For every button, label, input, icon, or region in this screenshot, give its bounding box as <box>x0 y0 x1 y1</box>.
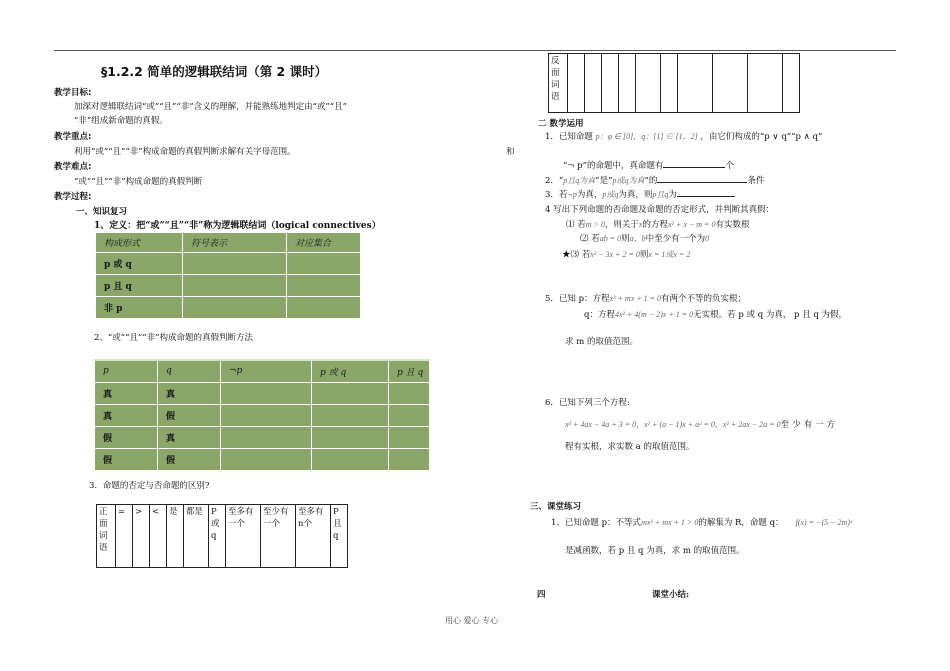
truth-cell <box>312 382 389 404</box>
q1-text-b: ，由它们构成的“p ∨ q”“p ∧ q” <box>700 132 823 142</box>
q4-2-text-a: ⑵ 若 <box>580 234 600 244</box>
q1-line1 <box>545 130 822 142</box>
p1-text-a: 1、已知命题 p：不等式 <box>551 518 642 528</box>
q4-1-text-d: 有实数根 <box>715 220 750 230</box>
truth-cell <box>221 404 312 426</box>
summary-number: 四 <box>537 590 546 600</box>
q3-math1: ¬p <box>567 190 577 199</box>
q2-tail: 条件 <box>747 176 765 186</box>
difficulty-text: “或”“且”“非”构成命题的真假判断 <box>74 177 203 187</box>
word-table-right <box>548 53 800 113</box>
q2-line <box>545 174 764 186</box>
q5-text-a: 5．已知 p：方程 <box>545 294 610 304</box>
practice-line2: 是减函数，若 p 且 q 为真，求 m 的取值范围。 <box>565 546 745 556</box>
q4-2-text-c: 中至少有一个为 <box>645 234 706 244</box>
q4-1-math2: x <box>638 220 643 229</box>
q6-line1: 6．已知下列三个方程: <box>545 398 630 408</box>
q4-3-math2: x = 1或x = 2 <box>648 250 691 259</box>
truth-header-and: p 且 q <box>389 360 430 382</box>
q3-line <box>545 188 735 200</box>
truth-cell <box>312 448 389 470</box>
q5-math2: 4x² + 4(m − 2)x + 1 = 0 <box>614 310 694 319</box>
def-cell <box>287 297 361 319</box>
process-heading: 教学过程: <box>54 192 92 202</box>
q4-item2 <box>580 232 709 244</box>
truth-title: 2、“或”“且”“非”构成命题的真假判断方法 <box>94 333 253 343</box>
truth-cell <box>389 448 430 470</box>
difficulty-heading: 教学难点: <box>54 162 92 172</box>
truth-header-notp: ¬p <box>221 360 312 382</box>
p1-math1: mx² + mx + 1 > 0 <box>641 518 699 527</box>
word-cell <box>602 54 619 113</box>
truth-cell <box>221 448 312 470</box>
page-title: §1.2.2 简单的逻辑联结词（第 2 课时） <box>101 64 328 79</box>
q2-math2: p或q为真 <box>612 176 645 185</box>
word-table-left <box>96 504 348 568</box>
q5-math1: x² + mx + 1 = 0 <box>609 294 662 303</box>
def-cell <box>287 253 361 275</box>
q4-3-text-a: ★⑶ 若 <box>562 250 591 260</box>
q3-math3: p且q <box>652 190 669 199</box>
truth-header-or: p 或 q <box>312 360 389 382</box>
word-cell: 是 <box>167 505 184 568</box>
definition-line: 1、定义：把“或”“且”“非”称为逻辑联结词（logical connectives） <box>94 221 381 231</box>
word-cell <box>636 54 661 113</box>
word-cell: 都是 <box>184 505 209 568</box>
q2-text-b: ”是“ <box>595 176 613 186</box>
goal-heading: 教学目标: <box>54 88 92 98</box>
q6-text-b: 至少有一方 <box>780 420 839 430</box>
q5-line1 <box>545 292 746 304</box>
q2-text-a: 2．“ <box>545 176 564 186</box>
word-cell: 至多有n个 <box>296 505 331 568</box>
q1-blank <box>663 159 725 168</box>
q4-2-math2: a、b <box>629 234 646 243</box>
q1-line2 <box>563 159 734 171</box>
def-cell <box>183 275 287 297</box>
truth-cell <box>389 404 430 426</box>
q2-math1: p且q为真 <box>563 176 596 185</box>
word-cell: 至多有一个 <box>226 505 261 568</box>
word-cell <box>568 54 585 113</box>
truth-cell-p: 假 <box>95 426 158 448</box>
q1-line2-text: “¬ p”的命题中，真命题有 <box>563 161 664 171</box>
negation-title: 3．命题的否定与否命题的区别? <box>89 481 210 491</box>
q5-text-d: 无实根。若 p 或 q 为真， p 且 q 为假， <box>693 310 848 320</box>
definition-table <box>95 232 361 319</box>
q4-line: 4 写出下列命题的否命题及命题的否定形式，并判断其真假： <box>545 205 775 215</box>
q2-blank <box>657 174 747 183</box>
word-cell: < <box>150 505 167 568</box>
q4-1-math: m > 0 <box>585 220 605 229</box>
goal-text-line1: 加深对逻辑联结词“或”“且”“非”含义的理解，并能熟练地判定由“或”“且” <box>74 102 347 112</box>
key-text-tail: 和 <box>506 147 515 157</box>
truth-cell-q: 假 <box>158 448 221 470</box>
truth-cell <box>389 382 430 404</box>
q6-line3: 程有实根，求实数 a 的取值范围。 <box>565 442 695 452</box>
truth-cell-q: 真 <box>158 382 221 404</box>
truth-cell-q: 真 <box>158 426 221 448</box>
q2-text-c: ”的 <box>644 176 658 186</box>
q3-blank <box>677 188 735 197</box>
goal-text-line2: “非”组成新命题的真假。 <box>74 116 168 126</box>
q5-text-c: q：方程 <box>584 310 615 320</box>
practice-line1 <box>551 516 852 528</box>
review-heading: 一、知识复习 <box>76 207 128 217</box>
truth-cell <box>312 404 389 426</box>
word-cell <box>678 54 713 113</box>
word-cell <box>619 54 636 113</box>
q5-line2 <box>584 308 847 320</box>
q6-math: x² + 4ax − 4a + 3 = 0，x² + (a − 1)x + a² = 0，x² + 2ax − 2a = 0 <box>565 420 781 429</box>
truth-cell-p: 假 <box>95 448 158 470</box>
def-header-set: 对应集合 <box>287 233 361 253</box>
truth-cell <box>389 426 430 448</box>
def-cell <box>183 297 287 319</box>
p1-math2: f(x) = −(5 − 2m)ˣ <box>795 518 853 527</box>
word-cell <box>585 54 602 113</box>
truth-cell <box>221 382 312 404</box>
word-cell <box>661 54 678 113</box>
word-cell: P或q <box>209 505 226 568</box>
word-cell: P且q <box>331 505 348 568</box>
def-cell <box>287 275 361 297</box>
q1-text-a: 1．已知命题 <box>545 132 593 142</box>
q1-line2-tail: 个 <box>725 161 734 171</box>
word-cell: 至少有一个 <box>261 505 296 568</box>
q3-text-b: 为真， <box>576 190 603 200</box>
def-header-form: 构成形式 <box>96 233 183 253</box>
q5-line3: 求 m 的取值范围。 <box>565 337 638 347</box>
q3-text-d: 为 <box>668 190 677 200</box>
truth-header-p: p <box>95 360 158 382</box>
q5-text-b: 有两个不等的负实根； <box>661 294 747 304</box>
page-footer: 用心 爱心 专心 <box>445 616 499 625</box>
word-cell: > <box>133 505 150 568</box>
q3-text-a: 3．若 <box>545 190 568 200</box>
q4-item1 <box>566 218 749 230</box>
truth-header-q: q <box>158 360 221 382</box>
practice-heading: 三、课堂练习 <box>530 502 582 512</box>
q3-text-c: 为真，则 <box>618 190 653 200</box>
word-cell <box>783 54 800 113</box>
q4-3-math: x² − 3x + 2 = 0 <box>590 250 640 259</box>
q4-1-text-c: 的方程 <box>642 220 668 230</box>
word-cell <box>748 54 783 113</box>
word-cell-label: 正面词语 <box>97 505 116 568</box>
apply-heading: 二 数学运用 <box>538 119 584 129</box>
truth-cell-q: 假 <box>158 404 221 426</box>
word-cell <box>713 54 748 113</box>
q3-math2: p或q <box>602 190 619 199</box>
q1-math: p：φ ∈ [0]，q：[1] ∈ [1，2] <box>595 132 698 141</box>
truth-cell <box>312 426 389 448</box>
def-header-symbol: 符号表示 <box>183 233 287 253</box>
q4-2-math: ab = 0 <box>599 234 622 243</box>
q6-line2 <box>565 418 838 430</box>
def-row-or: p 或 q <box>96 253 183 275</box>
summary-heading: 课堂小结: <box>652 590 690 600</box>
header-rule <box>54 50 896 51</box>
q4-item3 <box>562 248 690 260</box>
truth-cell <box>221 426 312 448</box>
def-row-not: 非 p <box>96 297 183 319</box>
truth-cell-p: 真 <box>95 404 158 426</box>
q4-2-text-b: 则 <box>621 234 630 244</box>
q4-1-text-a: ⑴ 若 <box>566 220 586 230</box>
q4-2-math3: 0 <box>705 234 710 243</box>
def-row-and: p 且 q <box>96 275 183 297</box>
p1-text-b: 的解集为 R，命题 q： <box>698 518 784 528</box>
q4-3-text-b: 则 <box>639 250 649 260</box>
word-cell: = <box>116 505 133 568</box>
q4-1-text-b: ，则关于 <box>604 220 639 230</box>
def-cell <box>183 253 287 275</box>
truth-cell-p: 真 <box>95 382 158 404</box>
truth-table <box>94 359 430 471</box>
word-cell-label: 反面词语 <box>549 54 568 113</box>
q4-1-math3: x² + x − m = 0 <box>667 220 716 229</box>
key-text: 利用“或”“且”“非”构成命题的真假判断求解有关字母范围。 <box>74 147 296 157</box>
key-heading: 教学重点: <box>54 132 92 142</box>
